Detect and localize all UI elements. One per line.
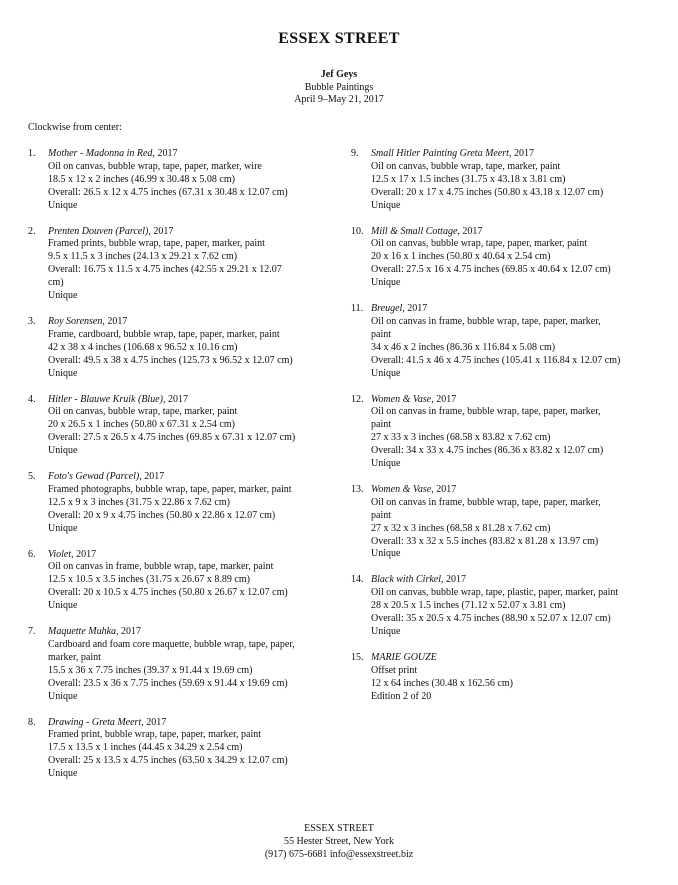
work-heading xyxy=(371,394,651,407)
work-heading xyxy=(371,484,651,497)
work-detail-line: marker, paint xyxy=(48,651,101,663)
work-detail-line: Overall: 27.5 x 26.5 x 4.75 inches (69.85 x 67.31 x 12.07 cm) xyxy=(48,432,296,444)
work-detail-line: 28 x 20.5 x 1.5 inches (71.12 x 52.07 x 3.81 cm) xyxy=(371,600,566,612)
work-detail-line: Oil on canvas in frame, bubble wrap, tape, marker, paint xyxy=(48,561,274,573)
work-heading xyxy=(371,652,651,665)
work-entry xyxy=(28,717,328,782)
work-heading xyxy=(48,316,328,329)
work-heading xyxy=(48,226,328,239)
work-entry xyxy=(28,148,328,213)
work-heading xyxy=(371,148,651,161)
work-entry xyxy=(351,394,651,471)
work-detail-line: Oil on canvas, bubble wrap, tape, marker, paint xyxy=(48,406,238,418)
work-detail-line: 42 x 38 x 4 inches (106.68 x 96.52 x 10.16 cm) xyxy=(48,341,238,353)
work-number: 3. xyxy=(28,315,36,327)
work-heading xyxy=(48,626,328,639)
works-column-right xyxy=(351,148,651,704)
work-title: Violet xyxy=(48,548,72,560)
work-detail-line: Unique xyxy=(48,290,78,302)
work-title: Roy Sorensen xyxy=(48,315,103,327)
work-number: 9. xyxy=(351,148,359,159)
work-entry xyxy=(351,303,651,380)
work-detail-line: 34 x 46 x 2 inches (86.36 x 116.84 x 5.08 cm) xyxy=(371,341,556,353)
work-detail-line: Oil on canvas in frame, bubble wrap, tape, paper, marker, xyxy=(371,406,601,418)
work-detail-line: Oil on canvas, bubble wrap, tape, plastic, paper, marker, paint xyxy=(371,587,619,599)
work-detail-line: 12.5 x 10.5 x 3.5 inches (31.75 x 26.67 x 8.89 cm) xyxy=(48,574,250,586)
work-title: Mother - Madonna in Red xyxy=(48,148,153,159)
work-detail-line: Oil on canvas in frame, bubble wrap, tape, paper, marker, xyxy=(371,496,601,508)
work-number: 13. xyxy=(351,483,364,495)
work-title: Hitler - Blauwe Kruik (Blue) xyxy=(48,393,163,405)
work-entry xyxy=(351,484,651,561)
work-detail-line: Framed print, bubble wrap, tape, paper, marker, paint xyxy=(48,729,262,741)
work-detail-line: Oil on canvas, bubble wrap, tape, paper, marker, paint xyxy=(371,238,588,250)
work-number: 1. xyxy=(28,148,36,159)
work-detail-line: Overall: 35 x 20.5 x 4.75 inches (88.90 x 52.07 x 12.07 cm) xyxy=(371,613,611,625)
work-detail-line: Overall: 23.5 x 36 x 7.75 inches (59.69 x 91.44 x 19.69 cm) xyxy=(48,677,288,689)
work-detail-line: paint xyxy=(371,328,391,340)
work-detail-line: 9.5 x 11.5 x 3 inches (24.13 x 29.21 x 7.62 cm) xyxy=(48,251,238,263)
work-title: MARIE GOUZE xyxy=(371,651,437,663)
work-detail-line: Unique xyxy=(48,522,78,534)
work-detail-line: 17.5 x 13.5 x 1 inches (44.45 x 34.29 x 2.54 cm) xyxy=(48,742,243,754)
page-title: ESSEX STREET xyxy=(278,30,400,47)
work-heading xyxy=(48,394,328,407)
work-detail-line: paint xyxy=(371,509,391,521)
works-column-left xyxy=(28,148,328,781)
footer xyxy=(0,822,678,861)
work-year: , 2017 xyxy=(116,626,142,638)
work-entry xyxy=(351,574,651,639)
work-heading xyxy=(48,717,328,730)
work-detail-line: 27 x 33 x 3 inches (68.58 x 83.82 x 7.62 cm) xyxy=(371,432,551,444)
work-heading xyxy=(371,574,651,587)
work-heading xyxy=(48,148,328,161)
work-detail-line: Unique xyxy=(371,548,401,560)
work-detail-line: 20 x 26.5 x 1 inches (50.80 x 67.31 x 2.54 cm) xyxy=(48,419,235,431)
work-detail-line: Overall: 25 x 13.5 x 4.75 inches (63.50 x 34.29 x 12.07 cm) xyxy=(48,755,288,767)
work-detail-line: Oil on canvas, bubble wrap, tape, paper, marker, wire xyxy=(48,160,262,172)
work-title: Women & Vase xyxy=(371,483,432,495)
work-title: Mill & Small Cottage xyxy=(371,225,458,237)
work-detail-line: paint xyxy=(371,419,391,431)
work-title: Small Hitler Painting Greta Meert xyxy=(371,148,509,159)
work-entry xyxy=(28,471,328,536)
work-number: 10. xyxy=(351,225,364,237)
work-detail-line: Overall: 27.5 x 16 x 4.75 inches (69.85 x 40.64 x 12.07 cm) xyxy=(371,264,611,276)
work-year: , 2017 xyxy=(431,483,457,495)
work-entry xyxy=(28,549,328,614)
work-detail-line: Unique xyxy=(48,600,78,612)
work-detail-line: Overall: 16.75 x 11.5 x 4.75 inches (42.55 x 29.21 x 12.07 xyxy=(48,264,282,276)
work-year: , 2017 xyxy=(141,716,167,728)
work-detail-line: Edition 2 of 20 xyxy=(371,690,432,702)
work-year: , 2017 xyxy=(102,315,128,327)
work-detail-line: Overall: 33 x 32 x 5.5 inches (83.82 x 81.28 x 13.97 cm) xyxy=(371,535,599,547)
work-title: Prenten Douven (Parcel) xyxy=(48,225,149,237)
show-title: Bubble Paintings xyxy=(304,81,374,93)
work-detail-line: cm) xyxy=(48,277,64,289)
work-detail-line: Unique xyxy=(371,367,401,379)
work-title: Drawing - Greta Meert xyxy=(48,716,142,728)
show-dates: April 9–May 21, 2017 xyxy=(294,94,384,105)
footer-gallery-name: ESSEX STREET xyxy=(304,823,374,834)
work-number: 11. xyxy=(351,303,364,315)
artist-name: Jef Geys xyxy=(320,69,358,80)
work-detail-line: Overall: 26.5 x 12 x 4.75 inches (67.31 x 30.48 x 12.07 cm) xyxy=(48,186,288,198)
work-detail-line: Overall: 49.5 x 38 x 4.75 inches (125.73 x 96.52 x 12.07 cm) xyxy=(48,354,293,366)
work-number: 2. xyxy=(28,225,36,237)
footer-address: 55 Hester Street, New York xyxy=(284,836,394,847)
work-detail-line: Unique xyxy=(371,626,401,637)
work-detail-line: Unique xyxy=(48,445,78,457)
work-entry xyxy=(28,316,328,381)
work-detail-line: Unique xyxy=(48,768,78,780)
work-detail-line: Unique xyxy=(48,690,78,702)
work-detail-line: 27 x 32 x 3 inches (68.58 x 81.28 x 7.62 cm) xyxy=(371,522,551,534)
work-entry xyxy=(351,226,651,291)
work-detail-line: Unique xyxy=(371,458,401,470)
work-year: , 2017 xyxy=(139,471,165,483)
work-number: 8. xyxy=(28,716,36,728)
work-year: , 2017 xyxy=(162,393,188,405)
work-title: Foto's Gewad (Parcel) xyxy=(48,471,140,483)
work-year: , 2017 xyxy=(148,225,174,237)
work-detail-line: 15.5 x 36 x 7.75 inches (39.37 x 91.44 x 19.69 cm) xyxy=(48,664,253,676)
show-header xyxy=(0,69,678,107)
work-detail-line: Framed photographs, bubble wrap, tape, paper, marker, paint xyxy=(48,483,292,495)
work-entry xyxy=(28,626,328,703)
work-number: 12. xyxy=(351,393,364,405)
work-detail-line: Frame, cardboard, bubble wrap, tape, paper, marker, paint xyxy=(48,328,280,340)
work-detail-line: Overall: 34 x 33 x 4.75 inches (86.36 x 83.82 x 12.07 cm) xyxy=(371,445,604,457)
work-title: Women & Vase xyxy=(371,393,432,405)
work-year: , 2017 xyxy=(402,303,428,315)
work-entry xyxy=(351,652,651,704)
work-heading xyxy=(371,303,651,316)
intro-text: Clockwise from center: xyxy=(28,122,122,133)
work-number: 6. xyxy=(28,548,36,560)
work-detail-line: 12 x 64 inches (30.48 x 162.56 cm) xyxy=(371,677,513,689)
work-number: 7. xyxy=(28,626,36,638)
work-year: , 2017 xyxy=(71,548,97,560)
work-detail-line: 20 x 16 x 1 inches (50.80 x 40.64 x 2.54 cm) xyxy=(371,251,551,263)
work-heading xyxy=(48,549,328,562)
work-detail-line: Oil on canvas, bubble wrap, tape, marker, paint xyxy=(371,160,561,172)
work-detail-line: Overall: 20 x 10.5 x 4.75 inches (50.80 x 26.67 x 12.07 cm) xyxy=(48,587,288,599)
work-year: , 2017 xyxy=(508,148,534,159)
work-detail-line: Oil on canvas in frame, bubble wrap, tape, paper, marker, xyxy=(371,315,601,327)
footer-contact: (917) 675-6681 info@essexstreet.biz xyxy=(264,849,414,860)
work-detail-line: Offset print xyxy=(371,664,418,676)
work-detail-line: Overall: 20 x 9 x 4.75 inches (50.80 x 22.86 x 12.07 cm) xyxy=(48,509,276,521)
work-heading xyxy=(48,471,328,484)
work-detail-line: Overall: 20 x 17 x 4.75 inches (50.80 x 43.18 x 12.07 cm) xyxy=(371,186,604,198)
work-title: Black with Cirkel xyxy=(371,574,441,586)
work-detail-line: Unique xyxy=(48,367,78,379)
work-year: , 2017 xyxy=(431,393,457,405)
work-detail-line: Unique xyxy=(48,199,78,211)
work-detail-line: Cardboard and foam core maquette, bubble wrap, tape, paper, xyxy=(48,639,295,650)
work-number: 4. xyxy=(28,393,36,405)
work-detail-line: 18.5 x 12 x 2 inches (46.99 x 30.48 x 5.08 cm) xyxy=(48,173,235,185)
work-detail-line: Unique xyxy=(371,277,401,289)
work-title: Maquette Muhka xyxy=(48,626,117,638)
work-year: , 2017 xyxy=(441,574,466,586)
work-heading xyxy=(371,226,651,239)
work-detail-line: Framed prints, bubble wrap, tape, paper, marker, paint xyxy=(48,238,265,250)
work-entry xyxy=(28,226,328,303)
work-number: 15. xyxy=(351,651,364,663)
work-year: , 2017 xyxy=(152,148,178,159)
work-year: , 2017 xyxy=(457,225,483,237)
work-detail-line: Overall: 41.5 x 46 x 4.75 inches (105.41 x 116.84 x 12.07 cm) xyxy=(371,354,621,366)
work-detail-line: Unique xyxy=(371,199,401,211)
work-entry xyxy=(351,148,651,213)
work-detail-line: 12.5 x 17 x 1.5 inches (31.75 x 43.18 x 3.81 cm) xyxy=(371,173,566,185)
work-number: 5. xyxy=(28,471,36,483)
work-entry xyxy=(28,394,328,459)
work-detail-line: 12.5 x 9 x 3 inches (31.75 x 22.86 x 7.62 cm) xyxy=(48,496,230,508)
work-number: 14. xyxy=(351,574,364,586)
work-title: Breugel xyxy=(371,303,403,315)
